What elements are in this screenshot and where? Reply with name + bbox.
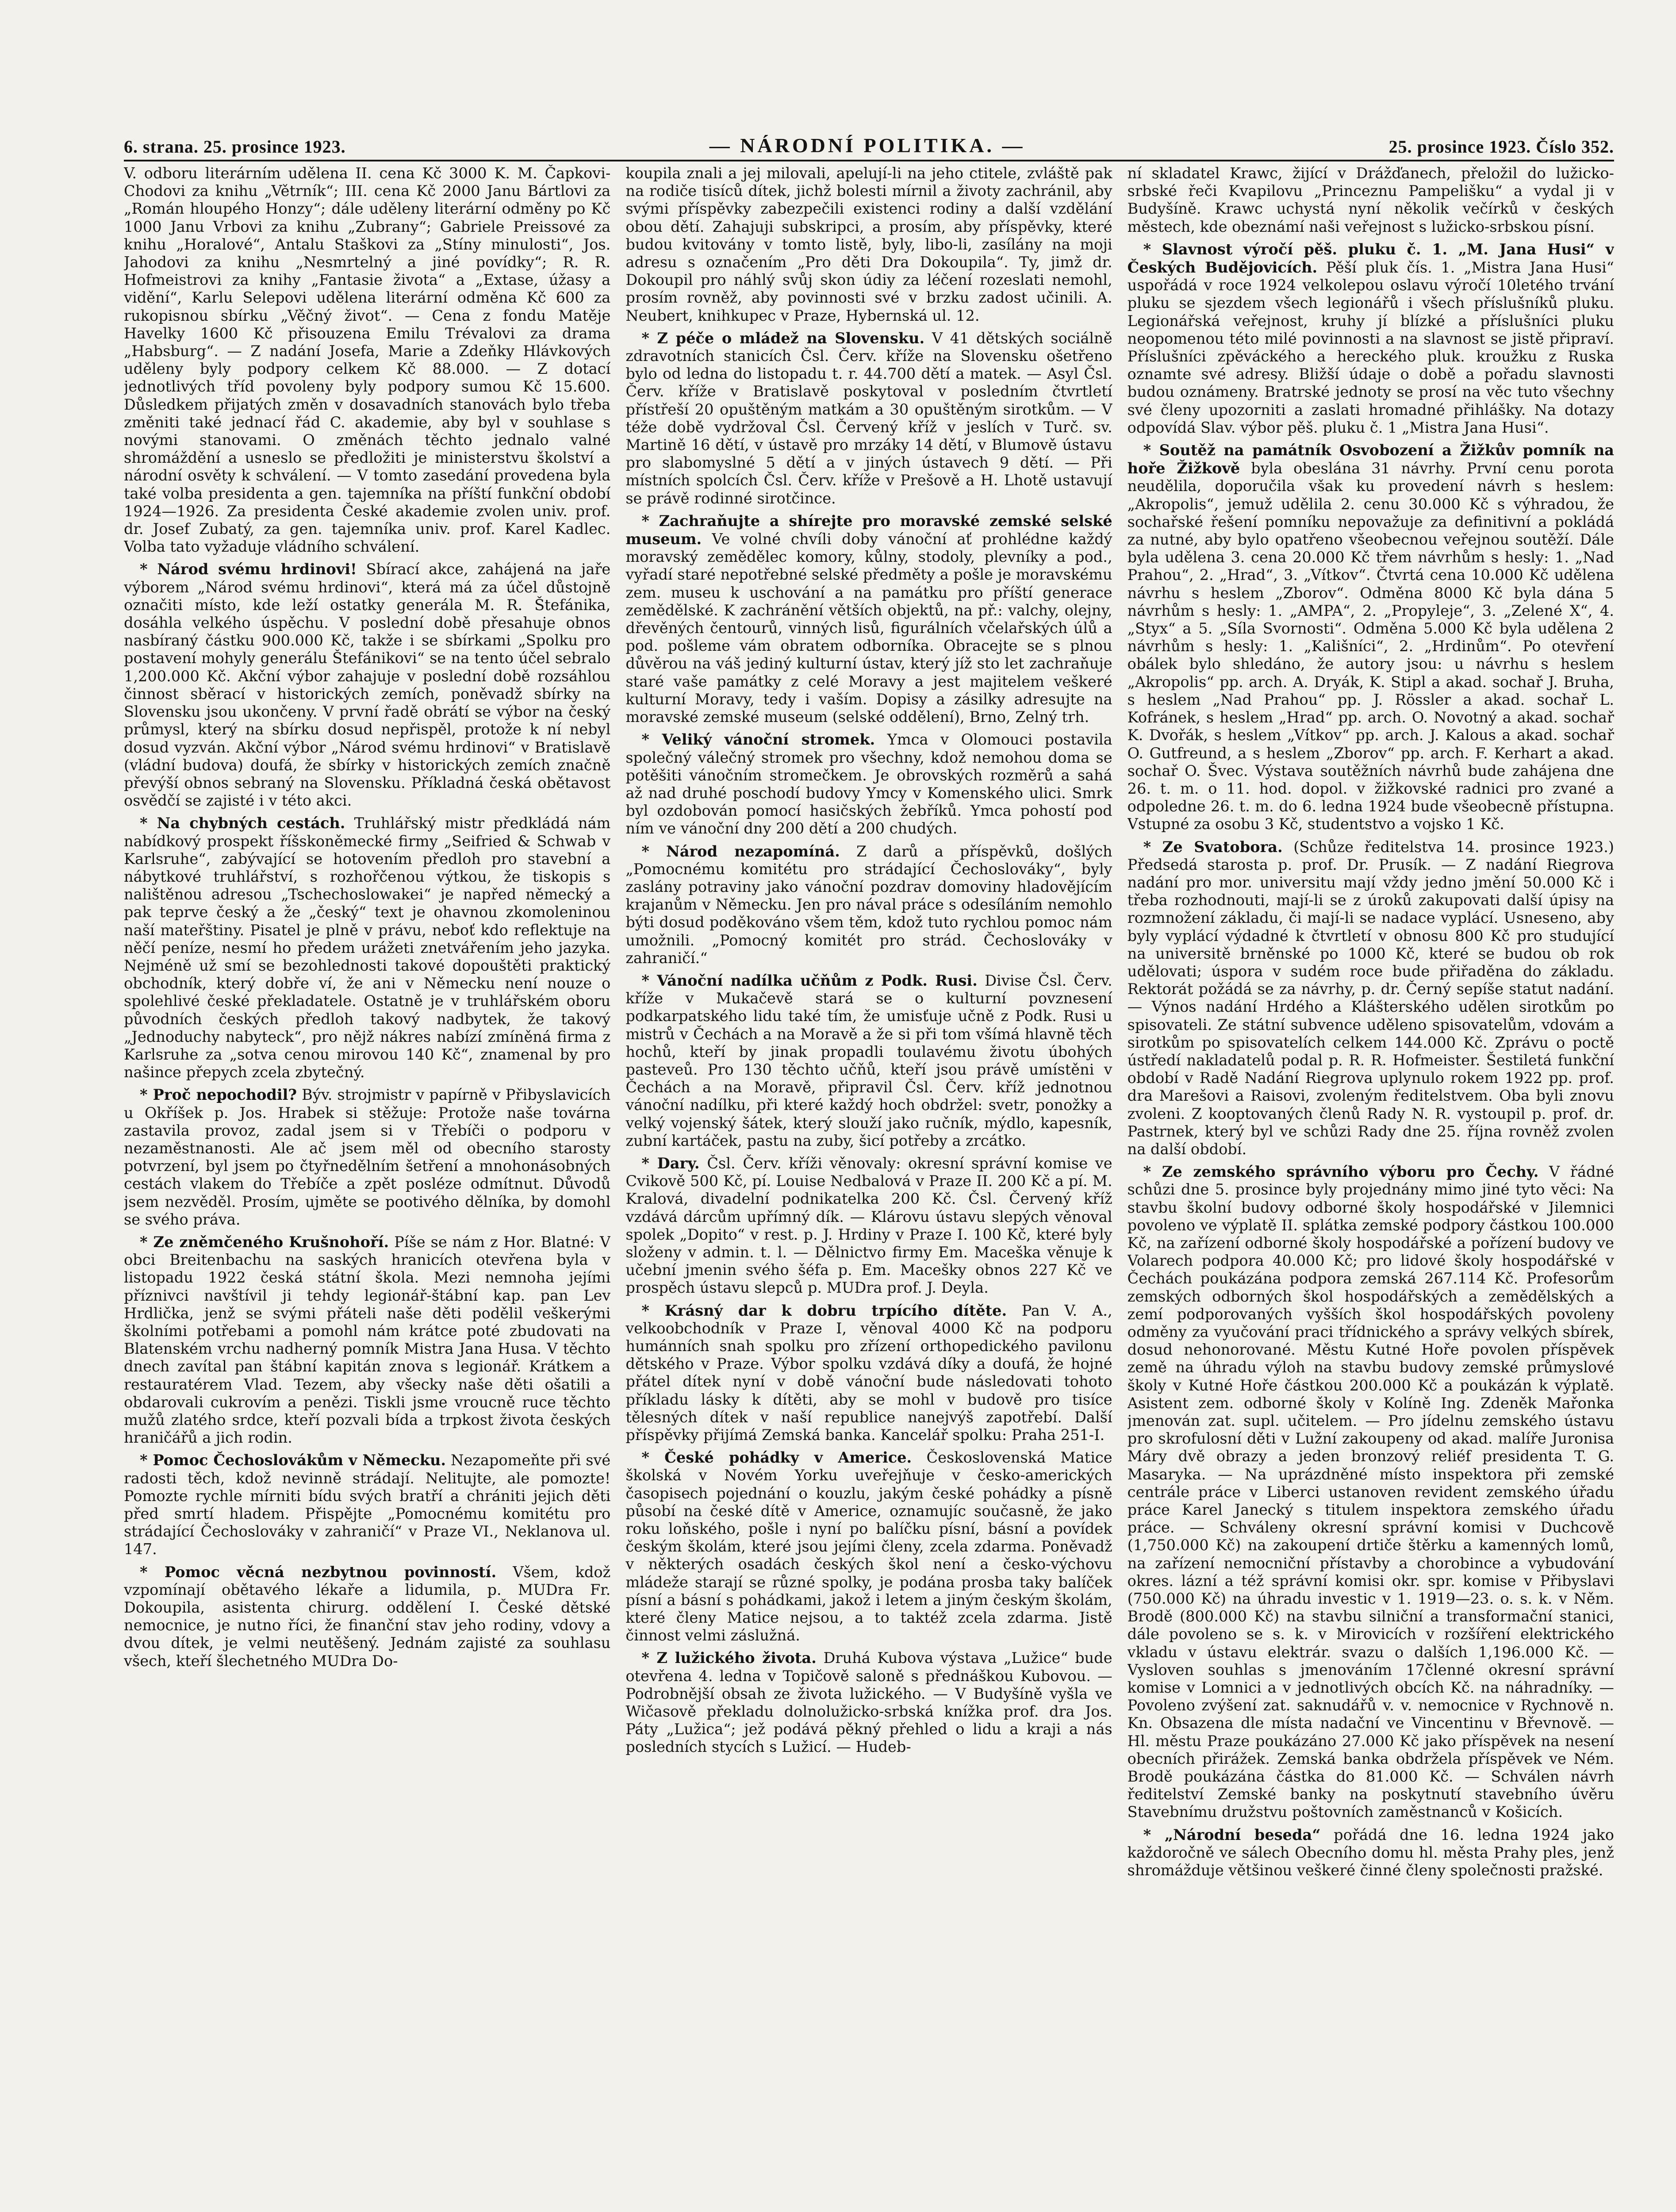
news-article — [1128, 838, 1614, 1159]
news-article — [124, 560, 610, 810]
article-body: V 41 dětských sociálně zdravotních stanicích Čsl. Červ. kříže na Slovensku ošetřeno bylo od ledna do listopadu t. r. 44.700 dětí a matek. — Asyl Čsl. Červ. kříže v Bratislavě poskytoval v posledním čtvrtletí přístřeší 20 opuštěným matkám a 30 opuštěným sirotkům. — V téže době vydržoval Čsl. Červený kříž v jeslích v Turč. sv. Martině 16 dětí, v ústavě pro mrzáky 14 dětí, v Blumově ústavu pro slabomyslné 5 dětí a v jiných ústavech 9 dětí. — Při místních spolcích Čsl. Červ. kříže v Prešově a H. Lhotě ustavují se právě rodinné sirotčince. — [625, 329, 1112, 507]
article-body: Píše se nám z Hor. Blatné: V obci Breitenbachu na saských hranicích otevřena byla v listopadu 1922 česká státní škola. Mezi nemnoha jejími příznivci navštívil ji tehdy legionář-štábní kap. pan Lev Hrdlička, jenž se svými přáteli naše děti podělil veškerými školními potřebami a pomohl nám krátce poté zbudovati na Blatenském vrchu nadherný pomník Mistra Jana Husa. V těchto dnech zavítal pan štábní kapitán znova s legionář. Krátkem a restauratérem Vlad. Tezem, aby všecky naše děti ošatili a obdarovali cukrovím a penězi. Tiskli jsme vroucně ruce těchto mužů zlatého srdce, kteří pozvali bída a trpkost života českých hraničářů a jich rodin. — [124, 1233, 611, 1447]
news-article — [625, 730, 1112, 837]
news-article — [625, 1302, 1112, 1444]
newspaper-masthead: — NÁRODNÍ POLITIKA. — — [709, 134, 1025, 157]
news-article — [124, 1233, 610, 1447]
column-1 — [124, 165, 610, 2212]
article-body: V řádné schůzi dne 5. prosince byly projednány mimo jiné tyto věci: Na stavbu školní budovy odborné školy hospodářské v Jilemnici povoleno ve výplatě II. splátka zemské podpory částkou 100.000 Kč, na zařízení odborné školy hospodářské a pořízení budovy ve Volarech podpora 40.000 Kč; pro lidové školy hospodářské v Čechách poukázána podpora zemská 267.114 Kč. Profesorům zemských odborných škol hospodářských a zemědělských a zemí podporovaných vyšších škol hospodářských povoleny odměny za vyučování praci třídnického a správy velkých sbírek, dosud nehonorované. Městu Kutné Hoře povolen příspěvek země na úhradu výloh na stavbu budovy zemské průmyslové školy v Kutné Hoře částkou 200.000 Kč a poukázán k výplatě. Asistent zem. odborné školy v Kolíně Ing. Zdeněk Mařonka jmenován zat. supl. učitelem. — Pro jídelnu zemského ústavu pro skrofulosní děti v Lužní zakoupeny od akad. malíře Juronisa Máry dvě obrazy a jeden bronzový reliéf presidenta T. G. Masaryka. — Na uprázdněné místo inspektora při zemské centrále práce v Liberci ustanoven revident zemského úřadu práce Karel Janecký s titulem inspektora zemského úřadu práce. — Schváleny okresní správní komisi v Duchcově (1,750.000 Kč) na zakoupení drtiče štěrku a kamenných lomů, na zařízení nemocniční přístavby a chorobince a vybudování okres. lázní a též správní komisi okr. spr. komise v Přibyslavi (750.000 Kč) na úhradu investic v 1. 1919—23. o. s. k. v Něm. Brodě (800.000 Kč) na stavbu silniční a transformační stanici, dále povoleno se s. k. v Mirovicích v rozšíření elektrického vkladu v ústavu elektrár. svazu o dalších 1,196.000 Kč. — Vysloven souhlas s jmenováním 17členné okresní správní komise v Lomnici a v jednotlivých obcích Kč. na náhradníky. — Povoleno zvýšení zat. saknudářů v. v. nemocnice v Rychnově n. Kn. Obsazena dle místa nadační ve Vincentinu v Břevnově. — Hl. městu Praze poukázáno 27.000 Kč jako příspěvek na nesení obecních přirážek. Zemská banka obdržela příspěvek ve Ném. Brodě poukázána částka do 81.000 Kč. — Schválen návrh ředitelství Zemské banky na poskytnutí stavebního úvěru Stavebnímu družstvu poštovních zaměstnanců v Košicích. — [1127, 1163, 1614, 1821]
text-columns — [124, 165, 1614, 2212]
news-article — [1128, 1163, 1614, 1821]
article-headline: * Národ svému hrdinovi! — [140, 560, 357, 578]
page-header — [124, 122, 1614, 161]
news-article — [625, 165, 1112, 325]
article-body: Sbírací akce, zahájená na jaře výborem „Národ svému hrdinovi“, která má za účel důstojně označiti místo, kde leží ostatky generála M. R. Štefánika, dosáhla velkého úspěchu. V poslední době přesahuje obnos nasbíraný částku 900.000 Kč, takže i se sbírkami „Spolku pro postavení mohyly generálu Štefánikovi“ se na tento účel sebralo 1,200.000 Kč. Akční výbor zahajuje v poslední době rozsáhlou činnost sběrací v historických zemích, poněvadž sbírky na Slovensku jsou ukončeny. V první řadě obrátí se výbor na český průmysl, který na sbírku dosud nepřispěl, protože k ní nebyl dosud vyzván. Akční výbor „Národ svému hrdinovi“ v Bratislavě (vládní budova) doufá, že sbírky v historických zemích značně převýší obnos sebraný na Slovensku. Příkladná česká obětavost osvědčí se zajisté i v této akci. — [124, 561, 611, 810]
article-headline: * Dary. — [641, 1154, 700, 1172]
article-headline: * Vánoční nadílka učňům z Podk. Rusi. — [641, 971, 978, 989]
article-headline: * Z péče o mládež na Slovensku. — [641, 329, 925, 347]
article-paragraph — [625, 1448, 1112, 1644]
news-article — [124, 814, 610, 1081]
article-paragraph — [124, 814, 610, 1081]
news-article — [124, 165, 610, 556]
article-body: Československá Matice školská v Novém Yorku uveřejňuje v česko-amerických časopisech pojednání o kouzlu, jakým české pohádky a písně působí na české dítě v Americe, oznamujíc současně, že jako roku loňského, pošle i nyní po balíčku písní, básní a povídek českým školám, které jsou jejími členy, zcela zdarma. Poněvadž v některých osadách českých škol není a česko-výchovu mládeže starají se různé spolky, je podána prosba taky balíček písní a básní s pohádkami, jakož i letem a jiným českým školám, které členy Matice nejsou, a to taktéž zcela zdarma. Jistě činnost velmi záslužná. — [625, 1449, 1112, 1644]
article-headline: * Krásný dar k dobru trpícího dítěte. — [641, 1301, 1007, 1319]
article-paragraph — [124, 560, 610, 810]
article-headline: * Na chybných cestách. — [140, 814, 345, 832]
article-paragraph — [625, 1649, 1112, 1756]
article-body: Nezapomeňte při své radosti těch, kdož nevinně strádají. Nelitujte, ale pomozte! Pomozte rychle mírniti bídu svých bratří a chrániti jejich děti před smrtí hladem. Přispějte „Pomocnému komitétu pro strádající Čechoslováky v zahraničí“ v Praze VI., Neklanova ul. 147. — [124, 1452, 611, 1558]
article-headline: * Národ nezapomíná. — [641, 842, 840, 860]
article-headline: * Ze zněmčeného Krušnohoří. — [140, 1233, 389, 1251]
column-2 — [625, 165, 1112, 2212]
article-body: Ymca v Olomouci postavila společný válečný stromek pro všechny, kdož nemohou doma se potěšiti vánočním stromečkem. Je obrovských rozměrů a sahá až nad druhé poschodí budovy Ymcy v Komenského ulici. Smrk byl ozdobován pomocí hasičských žebříků. Ymca pohostí pod ním ve vánoční dny 200 dětí a 200 chudých. — [625, 731, 1112, 837]
article-paragraph — [124, 1451, 610, 1558]
article-headline: * České pohádky v Americe. — [641, 1448, 912, 1467]
article-paragraph — [124, 1086, 610, 1229]
header-issue-number: 25. prosince 1923. Číslo 352. — [1388, 137, 1614, 157]
article-paragraph — [1128, 1826, 1614, 1880]
article-paragraph — [1128, 441, 1614, 833]
article-headline: * „Národní beseda“ — [1143, 1825, 1321, 1843]
article-paragraph — [625, 842, 1112, 967]
article-headline: * Pomoc věcná nezbytnou povinností. — [140, 1563, 497, 1581]
news-article — [124, 1563, 610, 1670]
news-article — [625, 1649, 1112, 1756]
article-body: Z darů a příspěvků, došlých „Pomocnému komitétu pro strádající Čechoslováky“, byly zaslány potraviny jako vánoční pozdrav domoviny hladovějícím krajanům v Německu. Jen pro nával práce s odesíláním nemohlo býti dosud poděkováno všem těm, kdož tuto rychlou pomoc nám umožnili. „Pomocný komitét pro strád. Čechoslováky v zahraničí.“ — [625, 842, 1112, 967]
news-article — [625, 842, 1112, 967]
article-body: Divise Čsl. Červ. kříže v Mukačevě stará se o kulturní povznesení podkarpatského lidu také tím, že umisťuje učně z Podk. Rusi u mistrů v Čechách a na Moravě a že si při tom všímá hlavně těch hochů, kteří by jinak propadli toulavému životu úbohých pasteveů. Pro 130 těchto učňů, kteří jsou právě umístěni v Čechách a na Moravě, připravil Čsl. Červ. kříž jednotnou vánoční nadílku, při které každý hoch obdržel: svetr, ponožky a velký vojenský šátek, který slouží jako ručník, mýdlo, kapesník, zubní kartáček, pastu na zuby, šicí potřeby a zrcátko. — [625, 972, 1112, 1149]
article-body: koupila znali a jej milovali, apelují-li na jeho ctitele, zvláště pak na rodiče tisíců dítek, jichž bolesti mírnil a životy zachránil, aby svými příspěvky zabezpečili existenci rodiny a další vzdělání obou dětí. Zahajuji subskripci, a prosím, aby příspěvky, které budou kvitovány v tomto listě, byly, libo-li, zasílány na moji adresu s označením „Pro děti Dra Dokoupila“. Ty, jimž dr. Dokoupil pro náhlý svůj skon údiy za léčení rozeslati nemohl, prosím rovněž, aby povinnosti své v brzku zadost učinili. A. Neubert, knihkupec v Praze, Hybernská ul. 12. — [625, 165, 1112, 324]
article-body: pořádá dne 16. ledna 1924 jako každoročně ve sálech Obecního domu hl. města Prahy ples, jenž shromážduje většinou veškeré činné členy společnosti pražské. — [1127, 1826, 1614, 1879]
article-body: Pěší pluk čís. 1. „Mistra Jana Husi“ uspořádá v roce 1924 velkolepou oslavu výročí 10letého trvání pluku se sjezdem všech legionářů i všech příslušníků pluku. Legionářská veřejnost, kruhy jí blízké a příslušníci pluku neopomenou této milé povinnosti a na slavnost se jistě připraví. Příslušníci zpěváckého a hereckého pluk. kroužku z Ruska oznamte své adresy. Bližší údaje o době a pořadu slavnosti budou oznámeny. Bratrské jednoty se prosí na věc tuto všechny své členy upozorniti a zaslati hromadné přihlášky. Na dotazy odpovídá Slav. výbor pěš. pluku č. 1 „Mistra Jana Husi“. — [1127, 259, 1614, 436]
article-paragraph — [625, 329, 1112, 507]
article-body: V. odboru literárním udělena II. cena Kč 3000 K. M. Čapkovi-Chodovi za knihu „Větrník“; III. cena Kč 2000 Janu Bártlovi za „Román hloupého Honzy“; dále uděleny literární odměny po Kč 1000 Janu Vrbovi za knihu „Zubrany“; Gabriele Preissové za knihu „Horalové“, Antalu Staškovi za „Stíny minulosti“, Jos. Jahodovi za knihu „Nesmrtelný a jiné povídky“; R. R. Hofmeistrovi za knihy „Fantasie života“ a „Extase, úžasy a vidění“, Karlu Selepovi udělena literární odměna Kč 600 za rukopisnou sbírku „Věčný život“. — Cena z fondu Matěje Havelky 1600 Kč přisouzena Emilu Trévalovi za drama „Habsburg“. — Z nadání Josefa, Marie a Zdeňky Hlávkových uděleny byly podpory celkem Kč 88.000. — Z dotací jednotlivých tříd povoleny byly podpory sumou Kč 15.600. Důsledkem přijatých změn v dosavadních stanovách bylo třeba změniti také jednací řád C. akademie, aby byl v souhlase s novými stanovami. O změnách těchto jednalo valné shromáždění a usneslo se předložiti je ministerstvu školství a národní osvěty k schválení. — V tomto zasedání provedena byla také volba presidenta a gen. tajemníka na příští funkční období 1924—1926. Za presidenta České akademie zvolen univ. prof. dr. Josef Zubatý, za gen. tajemníka univ. prof. Karel Kadlec. Volba tato vyžaduje vládního schválení. — [124, 165, 611, 556]
article-body: Truhlářský mistr předkládá nám nabídkový prospekt říšskoněmecké firmy „Seifried & Schwab v Karlsruhe“, zabývající se hotovením předloh pro stavební a nábytkové truhlářství, s rozhořčenou výtkou, že tiskopis s nalištěnou adresou „Tschechoslowakei“ je napřed německý a pak teprve český a že „český“ text je ohavnou zkomoleninou naší mateřštiny. Pisatel je plně v právu, neboť kdo reflektuje na něčí peníze, nesmí ho předem urážeti znetvářením jeho jazyka. Nejméně už smí se bezohlednosti takové dopouštěti praktický obchodník, který dobře ví, že ani v Německu není nouze o spolehlivé české překladatele. Ostatně je v truhlářském oboru původních českých předloh takový nadbytek, že takový „Jednoduchy nabyteck“, pro nějž nákres nabízí zmíněná firma z Karlsruhe za „sotva cenou mirovou 140 Kč“, znamenal by pro našince přepych zcela zbytečný. — [124, 814, 611, 1081]
article-body: Všem, kdož vzpomínají obětavého lékaře a lidumila, p. MUDra Fr. Dokoupila, asistenta chirurg. oddělení I. České dětské nemocnice, je nutno říci, že finanční stav jeho rodiny, vdovy a dvou dítek, je velmi neutěšený. Jednám zajisté za souhlasu všech, kteří šlechetného MUDra Do- — [124, 1563, 611, 1670]
article-paragraph — [625, 972, 1112, 1150]
article-body: Ve volné chvíli doby vánoční ať prohlédne každý moravský zemědělec komory, kůlny, stodoly, plevníky a pod., vyřadí staré nepotřebné selské předměty a pošle je moravskému zem. museu k uschování a na památku pro příští generace zemědělské. K zachránění větších objektů, na př.: valchy, olejny, dřevěných čentourů, vinných lisů, figurálních včelařských úlů a pod. pošleme vám obratem odborníka. Obracejte se s plnou důvěrou na váš jediný kulturní ústav, který jíž sto let zachraňuje staré vaše památky z celé Moravy a jest majitelem veškeré kulturní Moravy, tedy i vaším. Dopisy a zásilky adresujte na moravské zemské museum (selské oddělení), Brno, Zelný trh. — [625, 530, 1112, 726]
news-article — [1128, 240, 1614, 437]
article-body: byla obeslána 31 návrhy. První cenu porota neudělila, doporučila však ku provedení návrh s heslem: „Akropolis“, jemuž udělila 2. cenu 30.000 Kč s výhradou, že sochařské řešení pomníku nepovažuje za definitivní a pokládá za nutné, aby bylo opatřeno všeobecnou veřejnou soutěží. Dále byla udělena 3. cena 20.000 Kč třem návrhům s hesly: 1. „Nad Prahou“, 2. „Hrad“, 3. „Vítkov“. Čtvrtá cena 10.000 Kč udělena návrhu s heslem „Zborov“. Odměna 8000 Kč byla dána 5 návrhům s hesly: 1. „AMPA“, 2. „Propyleje“, 3. „Zelené X“, 4. „Styx“ a 5. „Síla Svornosti“. Odměna 5.000 Kč byla udělena 2 návrhům s hesly: 1. „Kališníci“, 2. „Hrdinům“. Po otevření obálek bylo shledáno, že autory jsou: u návrhu s heslem „Akropolis“ pp. arch. A. Dryák, K. Stipl a akad. sochař J. Bruha, s heslem „Nad Prahou“ pp. J. Rössler a akad. sochař L. Kofránek, s heslem „Hrad“ pp. arch. O. Novotný a akad. sochař K. Dvořák, s heslem „Vítkov“ pp. arch. J. Kalous a akad. sochař O. Gutfreund, a s heslem „Zborov“ pp. arch. F. Kerhart a akad. sochař O. Švec. Výstava soutěžních návrhů bude zahájena dne 26. t. m. o 11. hod. dopol. v žižkovské radnici pro zvané a odpoledne 26. t. m. do 6. ledna 1924 bude všeobecně přístupna. Vstupné za osobu 3 Kč, studentstvo a vojsko 1 Kč. — [1127, 460, 1614, 833]
article-body: Pan V. A., velkoobchodník v Praze I, věnoval 4000 Kč na podporu humánních snah spolku pro zřízení orthopedického pavilonu dětského v Praze. Výbor spolku vzdává díky a doufá, že hojné přátel dítek nyní v době vánoční bude následovati tohoto příkladu lásky k dítěti, aby se mohl v budově pro tisíce tělesných dítek v naší republice nanejvýš zapotřebí. Další příspěvky přijímá Zemská banka. Kancelář spolku: Praha 251-I. — [625, 1302, 1112, 1444]
article-paragraph — [1128, 165, 1614, 236]
column-3 — [1128, 165, 1614, 2212]
article-body: ní skladatel Krawc, žijící v Drážďanech, přeložil do lužicko-srbské řeči Kvapilovu „Princeznu Pampelišku“ a vydal ji v Budyšíně. Krawc uchystá nyní několik večírků v českých městech, kde obeznámí naši veřejnost s lužicko-srbskou písní. — [1127, 165, 1614, 235]
article-paragraph — [625, 1302, 1112, 1444]
article-paragraph — [625, 730, 1112, 837]
news-article — [1128, 1826, 1614, 1880]
article-headline: * Ze Svatobora. — [1143, 837, 1283, 856]
article-paragraph — [625, 1154, 1112, 1297]
article-headline: * Veliký vánoční stromek. — [641, 730, 875, 749]
news-article — [625, 972, 1112, 1150]
article-body: (Schůze ředitelstva 14. prosince 1923.) Předsedá starosta p. prof. Dr. Prusík. — Z nadání Riegrova nadání pro mor. universitu mají vždy jedno jmění 50.000 Kč i třeba rozhodnouti, mají-li se z úroků zakupovati další úpisy na rozmnožení základu, či mají-li se nadace vyplácí. Usneseno, aby byly vyplácí výdadné k čtvrtletí v obnosu 800 Kč pro studující na universitě brněnské po 1000 Kč, které se budou ob rok udělovati; úspora v sudém roce bude přiřaděna do základu. Rektorát požádá se za návrhy, p. dr. Černý sepíše statut nadání. — Výnos nadání Hrdého a Klášterského udělen sirotkům po spisovateli. Ze státní subvence uděleno spisovatelům, vdovám a sirotkům po spisovatelích celkem 144.000 Kč. Zprávu o poctě ústředí nakladatelů podal p. R. R. Hofmeister. Šestiletá funkční období v Radě Nadání Riegrova uplynulo rokem 1922 pp. prof. dra Marešovi a Raisovi, zvoleným ředitelstvem. Oba byli znovu zvoleni. Z kooptovaných členů Rady N. R. vystoupil p. prof. dr. Pastrnek, který byl ve schůzi Rady dne 25. října rovněž zvolen na další období. — [1127, 838, 1614, 1158]
article-headline: * Pomoc Čechoslovákům v Německu. — [140, 1451, 446, 1469]
news-article — [1128, 165, 1614, 236]
article-paragraph — [1128, 1163, 1614, 1821]
article-body: Druhá Kubova výstava „Lužice“ bude otevřena 4. ledna v Topičově saloně s přednáškou Kubovou. — Podrobnější obsah ze života lužického. — V Budyšíně vyšla ve Wičasově překladu dolnolužicko-srbská knížka prof. dra Jos. Páty „Lužica“; jež podává pěkný přehled o lidu a kraji a nás posledních stycích s Lužicí. — Hudeb- — [625, 1649, 1112, 1756]
article-headline: * Zachraňujte a shírejte pro moravské zemské selské museum. — [625, 511, 1112, 548]
article-headline: * Proč nepochodil? — [140, 1086, 297, 1104]
article-body: Býv. strojmistr v papírně v Přibyslavicích u Okříšek p. Jos. Hrabek si stěžuje: Protože naše továrna zastavila provoz, zadal jsem si v Třebíči o podporu v nezaměstnanosti. Ale ač jsem měl od obecního starosty potvrzení, byl jsem po čtyřnedělním šetření a mnohonásobných cestách vlakem do Třebíče a zpět posléze odmítnut. Důvodů jsem nezvěděl. Prosím, ujměte se pootivého dělníka, by domohl se svého práva. — [124, 1086, 611, 1228]
article-paragraph — [124, 1563, 610, 1670]
article-paragraph — [124, 1233, 610, 1447]
article-paragraph — [1128, 240, 1614, 437]
news-article — [625, 1448, 1112, 1644]
header-page-date: 6. strana. 25. prosince 1923. — [124, 137, 346, 157]
article-paragraph — [124, 165, 610, 556]
article-headline: * Z lužického života. — [641, 1649, 817, 1667]
article-headline: * Ze zemského správního výboru pro Čechy. — [1143, 1163, 1539, 1181]
news-article — [625, 1154, 1112, 1297]
article-paragraph — [1128, 838, 1614, 1159]
news-article — [1128, 441, 1614, 833]
news-article — [625, 329, 1112, 507]
article-paragraph — [625, 165, 1112, 325]
article-headline: * Slavnost výročí pěš. pluku č. 1. „M. Jana Husi“ v Českých Budějovicích. — [1127, 240, 1614, 276]
article-paragraph — [625, 512, 1112, 726]
news-article — [124, 1086, 610, 1229]
news-article — [124, 1451, 610, 1558]
news-article — [625, 512, 1112, 726]
article-headline: * Soutěž na památník Osvobození a Žižkův pomník na hoře Žižkově — [1127, 441, 1614, 477]
article-body: Čsl. Červ. kříži věnovaly: okresní správní komise ve Cvikově 500 Kč, pí. Louise Nedbalová v Praze II. 200 Kč a pí. M. Kralová, divadelní podnikatelka 200 Kč. Čsl. Červený kříž vzdává dárcům upřímný dík. — Klárovu ústavu slepých věnoval spolek „Dopito“ v rest. p. J. Hrdiny v Praze I. 100 Kč, které byly složeny v admin. t. l. — Dělnictvo firmy Em. Maceška věnuje k učební jmenin svého šéfa p. Em. Macešky obnos 227 Kč ve prospěch ústavu slepců p. MUDra prof. J. Deyla. — [625, 1154, 1112, 1297]
